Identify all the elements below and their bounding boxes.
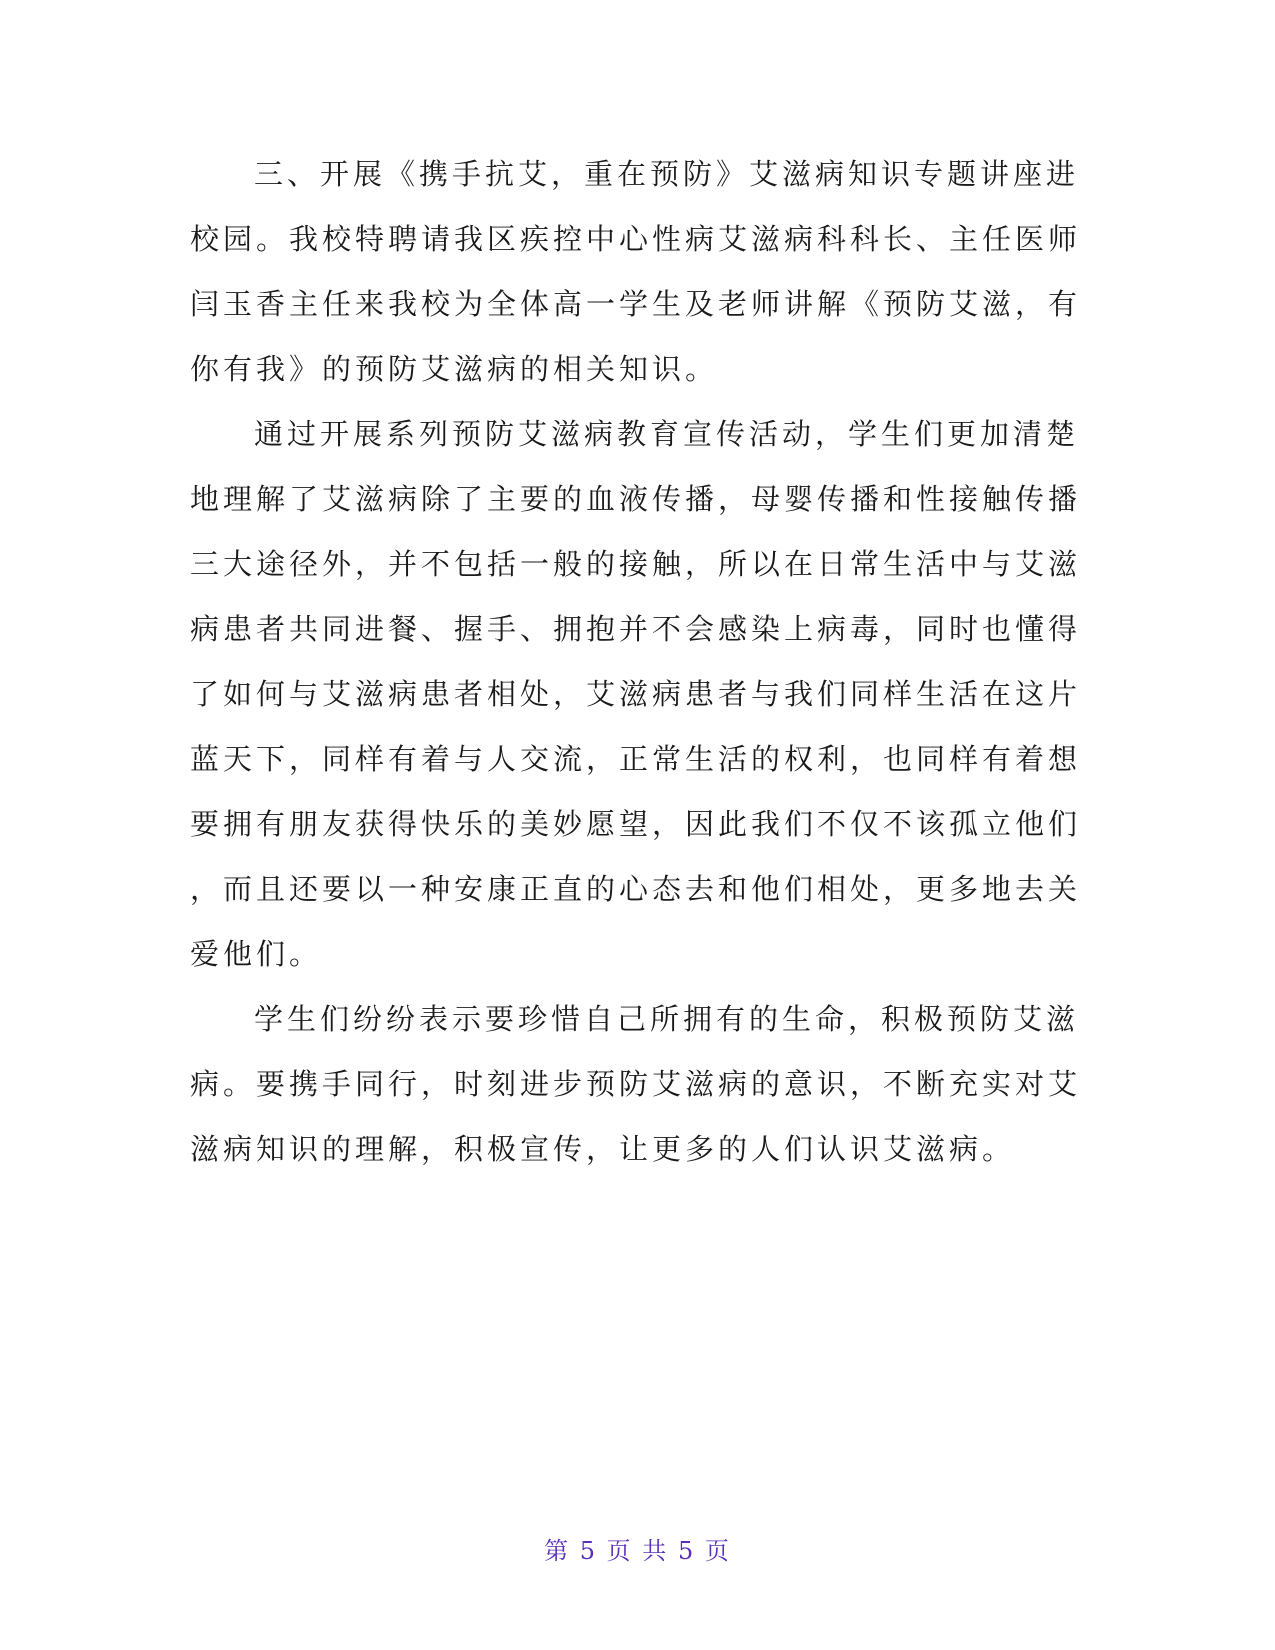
paragraph-line: 要拥有朋友获得快乐的美妙愿望，因此我们不仅不该孤立他们 bbox=[190, 807, 1082, 841]
paragraph-line: 爱他们。 bbox=[190, 937, 323, 971]
paragraph-line: 蓝天下，同样有着与人交流，正常生活的权利，也同样有着想 bbox=[190, 742, 1082, 776]
paragraph-3 bbox=[190, 987, 1080, 1182]
paragraph-line: 病。要携手同行，时刻进步预防艾滋病的意识，不断充实对艾 bbox=[190, 1067, 1082, 1101]
paragraph-2 bbox=[190, 402, 1080, 987]
paragraph-line: 学生们纷纷表示要珍惜自己所拥有的生命，积极预防艾滋 bbox=[254, 1002, 1080, 1036]
paragraph-line: ，而且还要以一种安康正直的心态去和他们相处，更多地去关 bbox=[190, 872, 1082, 906]
paragraph-1 bbox=[190, 142, 1080, 402]
paragraph-line: 地理解了艾滋病除了主要的血液传播，母婴传播和性接触传播 bbox=[190, 482, 1082, 516]
page-footer bbox=[0, 1531, 1275, 1566]
paragraph-line: 了如何与艾滋病患者相处，艾滋病患者与我们同样生活在这片 bbox=[190, 677, 1082, 711]
paragraph-line: 闫玉香主任来我校为全体高一学生及老师讲解《预防艾滋，有 bbox=[190, 287, 1082, 321]
document-body bbox=[190, 142, 1080, 1182]
paragraph-line: 三大途径外，并不包括一般的接触，所以在日常生活中与艾滋 bbox=[190, 547, 1082, 581]
paragraph-line: 滋病知识的理解，积极宣传，让更多的人们认识艾滋病。 bbox=[190, 1132, 1016, 1166]
paragraph-line: 三、开展《携手抗艾，重在预防》艾滋病知识专题讲座进 bbox=[254, 157, 1080, 191]
paragraph-line: 通过开展系列预防艾滋病教育宣传活动，学生们更加清楚 bbox=[254, 417, 1080, 451]
page-number-label: 第 5 页 共 5 页 bbox=[544, 1537, 731, 1565]
paragraph-line: 校园。我校特聘请我区疾控中心性病艾滋病科科长、主任医师 bbox=[190, 222, 1082, 256]
paragraph-line: 病患者共同进餐、握手、拥抱并不会感染上病毒，同时也懂得 bbox=[190, 612, 1082, 646]
paragraph-line: 你有我》的预防艾滋病的相关知识。 bbox=[190, 352, 719, 386]
